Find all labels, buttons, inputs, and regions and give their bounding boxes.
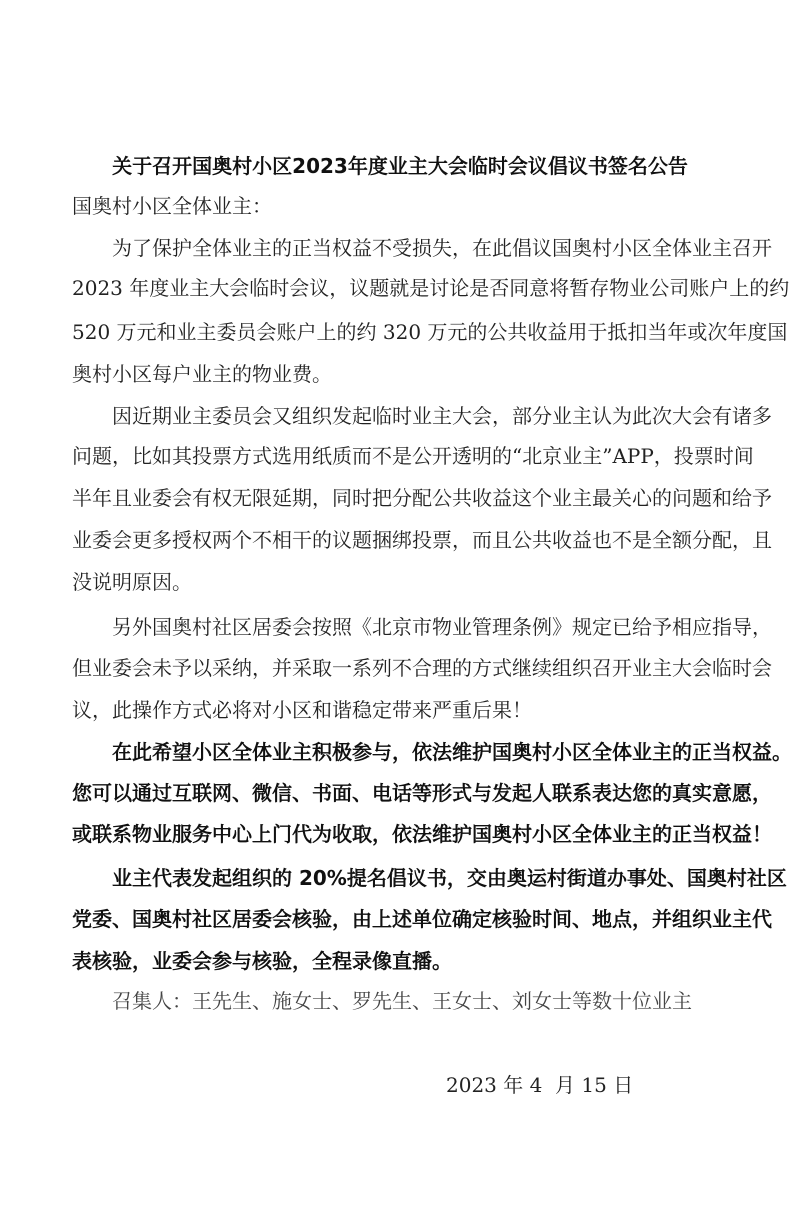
text-line: 或联系物业服务中心上门代为收取，依法维护国奥村小区全体业主的正当权益！ xyxy=(72,822,772,846)
text-line: 业主代表发起组织的 20%提名倡议书，交由奥运村街道办事处、国奥村社区 xyxy=(112,866,787,890)
text-line: 党委、国奥村社区居委会核验，由上述单位确定核验时间、地点，并组织业主代 xyxy=(72,907,772,931)
text-line: 半年且业委会有权无限延期，同时把分配公共收益这个业主最关心的问题和给予 xyxy=(72,486,772,510)
text-line: 议，此操作方式必将对小区和谐稳定带来严重后果！ xyxy=(72,698,532,722)
text-line: 您可以通过互联网、微信、书面、电话等形式与发起人联系表达您的真实意愿， xyxy=(72,781,772,805)
text-line: 没说明原因。 xyxy=(72,570,192,594)
text-line: 2023 年度业主大会临时会议，议题就是讨论是否同意将暂存物业公司账户上的约 xyxy=(72,276,790,300)
text-line: 表核验，业委会参与核验，全程录像直播。 xyxy=(72,949,452,973)
text-line: 另外国奥村社区居委会按照《北京市物业管理条例》规定已给予相应指导， xyxy=(112,615,772,639)
text-line: 问题，比如其投票方式选用纸质而不是公开透明的“北京业主”APP，投票时间 xyxy=(72,444,754,468)
text-line: 但业委会未予以采纳，并采取一系列不合理的方式继续组织召开业主大会临时会 xyxy=(72,656,772,680)
text-line: 520 万元和业主委员会账户上的约 320 万元的公共收益用于抵扣当年或次年度国 xyxy=(72,320,788,344)
salutation: 国奥村小区全体业主： xyxy=(72,194,272,218)
text-line: 为了保护全体业主的正当权益不受损失，在此倡议国奥村小区全体业主召开 xyxy=(112,236,772,260)
page-title: 关于召开国奥村小区2023年度业主大会临时会议倡议书签名公告 xyxy=(112,154,688,178)
text-line: 因近期业主委员会又组织发起临时业主大会，部分业主认为此次大会有诸多 xyxy=(112,404,772,428)
text-line: 奥村小区每户业主的物业费。 xyxy=(72,362,332,386)
text-line: 在此希望小区全体业主积极参与，依法维护国奥村小区全体业主的正当权益。 xyxy=(112,740,792,764)
text-line: 业委会更多授权两个不相干的议题捆绑投票，而且公共收益也不是全额分配，且 xyxy=(72,528,772,552)
signers: 召集人：王先生、施女士、罗先生、王女士、刘女士等数十位业主 xyxy=(112,989,692,1013)
date: 2023 年 4 月 15 日 xyxy=(446,1073,634,1097)
